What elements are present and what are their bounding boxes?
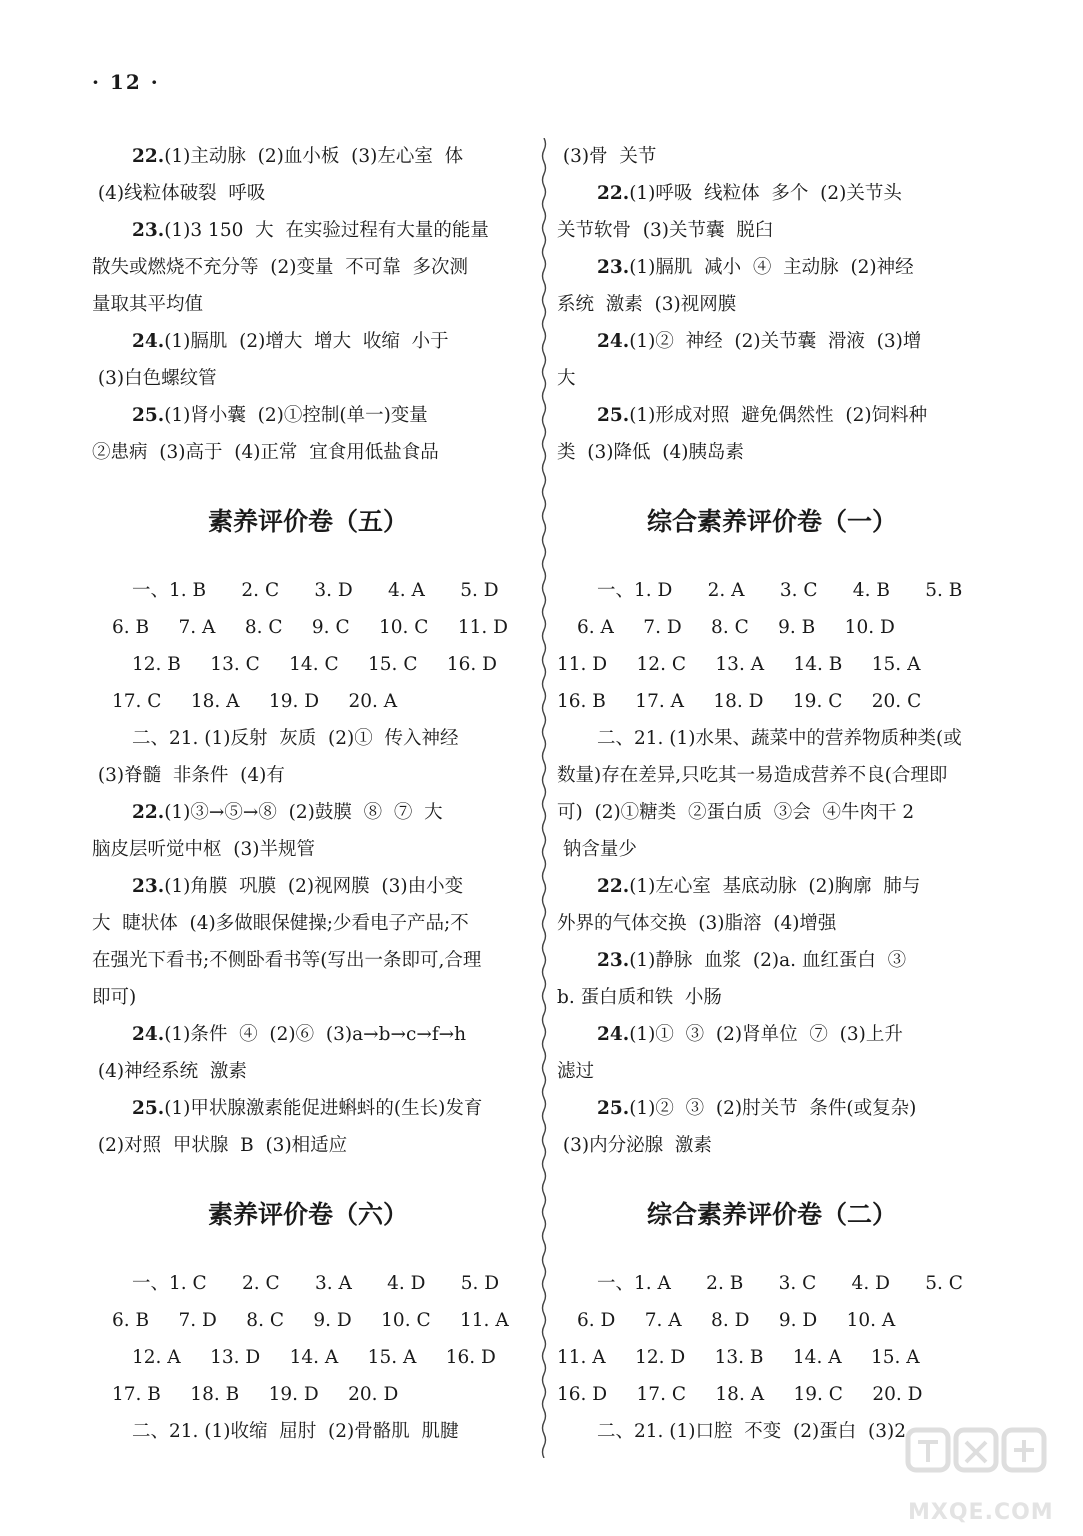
answer-text: (1)膈肌 (2)增大 增大 收缩 小于 — [164, 331, 449, 352]
section-title: 综合素养评价卷（二） — [646, 1200, 897, 1229]
answer-line — [557, 609, 987, 646]
answer-text: 6. B 7. A 8. C 9. C 10. C 11. D — [112, 617, 508, 638]
question-number: 25. — [597, 405, 630, 426]
answer-line — [92, 646, 524, 683]
section-gap — [92, 1164, 524, 1196]
answer-text: 一、1. A 2. B 3. C 4. D 5. C — [597, 1273, 963, 1294]
question-number: 22. — [597, 183, 630, 204]
answer-text: b. 蛋白质和铁 小肠 — [557, 987, 722, 1008]
answer-text: 即可) — [92, 987, 137, 1008]
answer-text: (1)呼吸 线粒体 多个 (2)关节头 — [629, 183, 902, 204]
answer-text: 钠含量少 — [557, 839, 637, 860]
answer-text: 在强光下看书;不侧卧看书等(写出一条即可,合理 — [92, 950, 482, 971]
answer-text: 二、21. (1)口腔 不变 (2)蛋白 (3)2 — [597, 1421, 906, 1442]
answer-line — [557, 683, 987, 720]
answer-text: (3)内分泌腺 激素 — [557, 1135, 712, 1156]
answer-text: (1)① ③ (2)肾单位 ⑦ (3)上升 — [629, 1024, 903, 1045]
answer-line — [92, 360, 524, 397]
answer-text: 6. A 7. D 8. C 9. B 10. D — [577, 617, 895, 638]
answer-line — [92, 212, 524, 249]
question-number: 23. — [132, 876, 165, 897]
answer-line — [92, 1376, 524, 1413]
answer-line — [92, 757, 524, 794]
answer-line — [557, 1127, 987, 1164]
answer-line — [557, 572, 987, 609]
answer-text: (2)对照 甲状腺 B (3)相适应 — [92, 1135, 348, 1156]
watermark-text: MXQE.COM — [908, 1500, 1054, 1525]
section-gap — [92, 1233, 524, 1265]
answer-line — [557, 868, 987, 905]
answer-line — [557, 942, 987, 979]
answer-line — [557, 720, 987, 757]
answer-line — [92, 683, 524, 720]
answer-text: 一、1. B 2. C 3. D 4. A 5. D — [132, 580, 499, 601]
answer-text: 一、1. C 2. C 3. A 4. D 5. D — [132, 1273, 500, 1294]
answer-line — [92, 720, 524, 757]
answer-line — [92, 572, 524, 609]
answer-line — [92, 609, 524, 646]
right-column — [557, 138, 987, 1450]
answer-text: (3)白色螺纹管 — [92, 368, 217, 389]
answer-line — [557, 646, 987, 683]
answer-text: 12. A 13. D 14. A 15. A 16. D — [132, 1347, 496, 1368]
answer-text: 6. B 7. D 8. C 9. D 10. C 11. A — [112, 1310, 509, 1331]
question-number: 23. — [597, 257, 630, 278]
answer-text: 散失或燃烧不充分等 (2)变量 不可靠 多次测 — [92, 257, 468, 278]
section-gap — [557, 1164, 987, 1196]
answer-line — [92, 868, 524, 905]
answer-text: 二、21. (1)水果、蔬菜中的营养物质种类(或 — [597, 728, 962, 749]
answer-text: 二、21. (1)反射 灰质 (2)① 传入神经 — [132, 728, 459, 749]
answer-text: 17. B 18. B 19. D 20. D — [112, 1384, 399, 1405]
answer-line — [557, 175, 987, 212]
answer-line — [557, 1376, 987, 1413]
answer-text: 类 (3)降低 (4)胰岛素 — [557, 442, 744, 463]
answer-line — [557, 1302, 987, 1339]
answer-text: (1)② ③ (2)肘关节 条件(或复杂) — [629, 1098, 917, 1119]
section-gap — [557, 1233, 987, 1265]
answer-text: (3)骨 关节 — [557, 146, 657, 167]
answer-line — [92, 138, 524, 175]
answer-line — [92, 831, 524, 868]
answer-text: 系统 激素 (3)视网膜 — [557, 294, 737, 315]
answer-text: (1)静脉 血浆 (2)a. 血红蛋白 ③ — [629, 950, 907, 971]
question-number: 24. — [132, 1024, 165, 1045]
answer-line — [92, 397, 524, 434]
wavy-column-divider — [540, 138, 548, 1458]
answer-line — [557, 249, 987, 286]
answer-text: 脑皮层听觉中枢 (3)半规管 — [92, 839, 315, 860]
answer-text: 二、21. (1)收缩 屈肘 (2)骨骼肌 肌腱 — [132, 1421, 459, 1442]
answer-text: 一、1. D 2. A 3. C 4. B 5. B — [597, 580, 963, 601]
answer-text: 11. D 12. C 13. A 14. B 15. A — [557, 654, 921, 675]
answer-line — [557, 1339, 987, 1376]
answer-text: 大 睫状体 (4)多做眼保健操;少看电子产品;不 — [92, 913, 469, 934]
answer-line — [557, 757, 987, 794]
answer-line — [557, 794, 987, 831]
answer-line — [92, 1302, 524, 1339]
answer-line — [92, 979, 524, 1016]
answer-line — [92, 323, 524, 360]
answer-text: 外界的气体交换 (3)脂溶 (4)增强 — [557, 913, 837, 934]
answer-text: 可) (2)①糖类 ②蛋白质 ③会 ④牛肉干 2 — [557, 802, 915, 823]
answer-line — [92, 1127, 524, 1164]
answer-line — [92, 175, 524, 212]
answer-line — [92, 1413, 524, 1450]
answer-line — [557, 1090, 987, 1127]
answer-line — [557, 323, 987, 360]
answer-text: 16. D 17. C 18. A 19. C 20. D — [557, 1384, 923, 1405]
answer-text: (1)② 神经 (2)关节囊 滑液 (3)增 — [629, 331, 922, 352]
left-column — [92, 138, 524, 1450]
answer-text: 量取其平均值 — [92, 294, 204, 315]
answer-text: 数量)存在差异,只吃其一易造成营养不良(合理即 — [557, 765, 948, 786]
question-number: 22. — [132, 146, 165, 167]
answer-line — [557, 1016, 987, 1053]
answer-line — [557, 212, 987, 249]
answer-text: (1)甲状腺激素能促进蝌蚪的(生长)发育 — [164, 1098, 483, 1119]
answer-text: (1)③→⑤→⑧ (2)鼓膜 ⑧ ⑦ 大 — [164, 802, 443, 823]
question-number: 24. — [597, 331, 630, 352]
section-gap — [557, 471, 987, 503]
question-number: 25. — [132, 405, 165, 426]
answer-text: (4)线粒体破裂 呼吸 — [92, 183, 266, 204]
section-title: 素养评价卷（六） — [207, 1200, 408, 1229]
answer-text: ②患病 (3)高于 (4)正常 宜食用低盐食品 — [92, 442, 439, 463]
answer-text: (1)左心室 基底动脉 (2)胸廓 肺与 — [629, 876, 921, 897]
answer-line — [92, 286, 524, 323]
question-number: 23. — [597, 950, 630, 971]
answer-text: 大 — [557, 368, 576, 389]
answer-text: (1)角膜 巩膜 (2)视网膜 (3)由小变 — [164, 876, 464, 897]
question-number: 24. — [597, 1024, 630, 1045]
answer-line — [92, 1090, 524, 1127]
answer-line — [92, 1053, 524, 1090]
answer-text: 11. A 12. D 13. B 14. A 15. A — [557, 1347, 920, 1368]
answer-line — [92, 1016, 524, 1053]
answer-line — [92, 905, 524, 942]
answer-line — [557, 434, 987, 471]
answer-line — [557, 138, 987, 175]
answer-line — [557, 979, 987, 1016]
answer-text: (1)膈肌 减小 ④ 主动脉 (2)神经 — [629, 257, 914, 278]
answer-line — [557, 1053, 987, 1090]
answer-line — [557, 1265, 987, 1302]
answer-text: (1)形成对照 避免偶然性 (2)饲料种 — [629, 405, 928, 426]
answer-text: 关节软骨 (3)关节囊 脱臼 — [557, 220, 774, 241]
answer-line — [92, 942, 524, 979]
answer-line — [557, 397, 987, 434]
answer-line — [557, 286, 987, 323]
section-title: 综合素养评价卷（一） — [646, 507, 897, 536]
answer-text: 6. D 7. A 8. D 9. D 10. A — [577, 1310, 896, 1331]
answer-text: (4)神经系统 激素 — [92, 1061, 247, 1082]
answer-line — [92, 434, 524, 471]
answer-line — [92, 1339, 524, 1376]
page-number: · 12 · — [92, 70, 160, 94]
section-gap — [557, 540, 987, 572]
question-number: 23. — [132, 220, 165, 241]
question-number: 22. — [132, 802, 165, 823]
question-number: 24. — [132, 331, 165, 352]
answer-text: 滤过 — [557, 1061, 595, 1082]
question-number: 25. — [597, 1098, 630, 1119]
answer-text: (1)条件 ④ (2)⑥ (3)a→b→c→f→h — [164, 1024, 467, 1045]
answer-line — [557, 360, 987, 397]
answer-line — [557, 831, 987, 868]
section-title: 素养评价卷（五） — [207, 507, 408, 536]
answer-line — [92, 794, 524, 831]
answer-line — [557, 905, 987, 942]
answer-text: (1)肾小囊 (2)①控制(单一)变量 — [164, 405, 428, 426]
answer-text: 16. B 17. A 18. D 19. C 20. C — [557, 691, 922, 712]
answer-line — [92, 1265, 524, 1302]
answer-line — [92, 249, 524, 286]
answer-text: (1)主动脉 (2)血小板 (3)左心室 体 — [164, 146, 464, 167]
answer-text: (1)3 150 大 在实验过程有大量的能量 — [164, 220, 489, 241]
section-gap — [92, 540, 524, 572]
answer-text: 17. C 18. A 19. D 20. A — [112, 691, 398, 712]
section-gap — [92, 471, 524, 503]
question-number: 22. — [597, 876, 630, 897]
answer-text: (3)脊髓 非条件 (4)有 — [92, 765, 285, 786]
answer-text: 12. B 13. C 14. C 15. C 16. D — [132, 654, 498, 675]
question-number: 25. — [132, 1098, 165, 1119]
